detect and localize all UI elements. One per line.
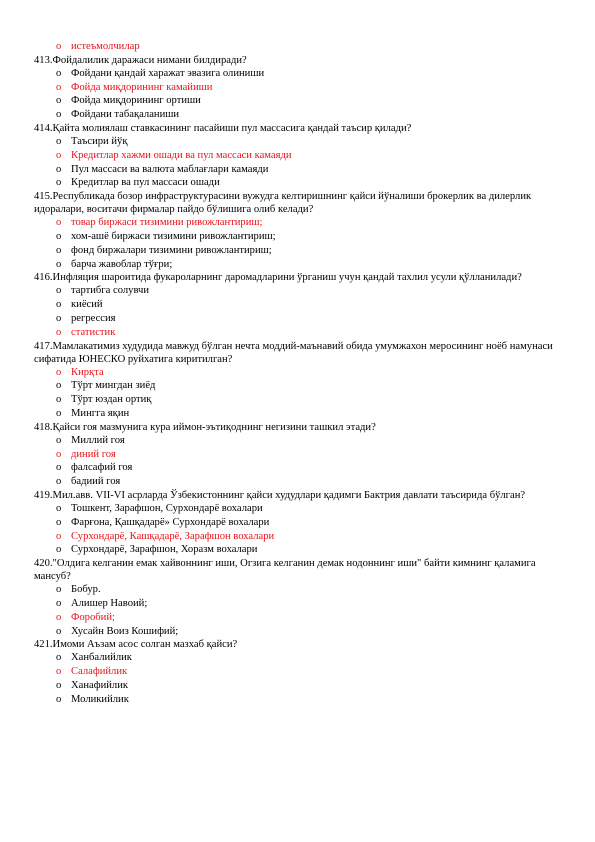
answer-option — [34, 163, 555, 177]
answer-option-correct — [34, 530, 555, 544]
answer-option-correct — [34, 149, 555, 163]
answer-option-correct — [34, 665, 555, 679]
bullet-icon: o — [56, 448, 62, 460]
question-text: 417.Мамлакатимиз худудида мавжуд бўлган нечта моддий-маънавий обида умумжахон меросининг ноёб намунаси сифатида ЮНЕСКО руйхатига киритилган? — [34, 340, 553, 365]
bullet-icon: o — [56, 679, 62, 691]
bullet-icon: o — [56, 244, 62, 256]
answer-option — [34, 176, 555, 190]
answer-option-text: фонд биржалари тизимини ривожлантириш; — [71, 244, 272, 256]
answer-option-text: барча жавоблар тўғри; — [71, 258, 173, 270]
bullet-icon: o — [56, 230, 62, 242]
bullet-icon: o — [56, 67, 62, 79]
bullet-icon: o — [56, 177, 62, 189]
bullet-icon: o — [56, 611, 62, 623]
bullet-icon: o — [56, 326, 62, 338]
bullet-icon: o — [56, 407, 62, 419]
answer-option — [34, 461, 555, 475]
answer-option — [34, 583, 555, 597]
question-text: 418.Қайси гоя мазмунига кура иймон-эътиқоднинг негизини ташкил этади? — [34, 421, 376, 433]
answer-option-text: статистик — [71, 326, 116, 338]
bullet-icon: o — [56, 285, 62, 297]
answer-option-text: товар биржаси тизимини ривожлантириш; — [71, 217, 263, 229]
bullet-icon: o — [56, 149, 62, 161]
answer-option — [34, 67, 555, 81]
answer-option-text: Форобий; — [71, 611, 115, 623]
bullet-icon: o — [56, 693, 62, 705]
answer-option-text: тартибга солувчи — [71, 285, 150, 297]
question-text: 415.Республикада бозор инфраструктурасини вужудга келтиришнинг қайси йўналиши брокерлик ва дилерлик идоралари, воситачи фирмалар пайдо бўлишига олиб келади? — [34, 191, 532, 216]
bullet-icon: o — [56, 81, 62, 93]
answer-option-text: Фойда миқдорининг ортиши — [71, 95, 201, 107]
answer-option — [34, 434, 555, 448]
answer-option — [34, 298, 555, 312]
bullet-icon: o — [56, 625, 62, 637]
answer-option-text: Ханафийлик — [71, 679, 129, 691]
answer-option-text: Фойда миқдорининг камайиши — [71, 81, 213, 93]
bullet-icon: o — [56, 530, 62, 542]
bullet-icon: o — [56, 597, 62, 609]
question-text: 413.Фойдалилик даражаси нимани билдиради? — [34, 54, 247, 66]
answer-option-text: Моликийлик — [71, 693, 129, 705]
answer-option-correct — [34, 40, 555, 54]
answer-option-text: киёсий — [71, 299, 103, 311]
bullet-icon: o — [56, 516, 62, 528]
answer-option-text: Сурхондарё, Зарафшон, Хоразм вохалари — [71, 544, 258, 556]
question-text: 421.Имоми Аъзам асос солган мазхаб қайси? — [34, 639, 238, 651]
answer-option-text: диний гоя — [71, 448, 116, 460]
bullet-icon: o — [56, 312, 62, 324]
answer-option-text: истеъмолчилар — [71, 41, 140, 52]
answer-option-text: Фойдани табақаланиши — [71, 109, 180, 121]
answer-option — [34, 94, 555, 108]
answer-option-text: регрессия — [71, 312, 116, 324]
answer-option — [34, 597, 555, 611]
answer-option — [34, 679, 555, 693]
answer-option-text: Тошкент, Зарафшон, Сурхондарё вохалари — [71, 502, 263, 514]
answer-option — [34, 651, 555, 665]
answer-option-text: Фарғона, Қашқадарё» Сурхондарё вохалари — [71, 516, 270, 528]
bullet-icon: o — [56, 652, 62, 664]
bullet-icon: o — [56, 394, 62, 406]
answer-option — [34, 379, 555, 393]
answer-option — [34, 516, 555, 530]
bullet-icon: o — [56, 258, 62, 270]
answer-option — [34, 475, 555, 489]
answer-option-text: Миллий гоя — [71, 434, 125, 446]
answer-option-text: Тўрт мингдан зиёд — [71, 380, 156, 392]
answer-option-correct — [34, 366, 555, 380]
question-text: 414.Қайта молиялаш ставкасининг пасайиши пул массасига қандай таъсир қилади? — [34, 122, 412, 134]
answer-option-text: Бобур. — [71, 584, 101, 596]
answer-option — [34, 258, 555, 272]
answer-option — [34, 230, 555, 244]
bullet-icon: o — [56, 163, 62, 175]
answer-option-text: бадиий гоя — [71, 476, 121, 488]
bullet-icon: o — [56, 380, 62, 392]
answer-option — [34, 393, 555, 407]
bullet-icon: o — [56, 584, 62, 596]
answer-option — [34, 244, 555, 258]
answer-option-correct — [34, 326, 555, 340]
answer-option-text: Фойдани қандай харажат эвазига олиниши — [71, 67, 265, 79]
bullet-icon: o — [56, 502, 62, 514]
answer-option-text: Хусайн Воиз Кошифий; — [71, 625, 179, 637]
answer-option-text: фалсафий гоя — [71, 462, 133, 474]
answer-option-correct — [34, 611, 555, 625]
answer-option-text: Таъсири йўқ — [71, 135, 128, 147]
answer-option-text: хом-ашё биржаси тизимини ривожлантириш; — [71, 230, 276, 242]
bullet-icon: o — [56, 217, 62, 229]
question-text: 419.Мил.авв. VII-VI асрларда Ўзбекистоннинг қайси худудлари қадимги Бактрия давлати таъсирида бўлган? — [34, 489, 526, 501]
bullet-icon: o — [56, 41, 62, 52]
answer-option-correct — [34, 448, 555, 462]
bullet-icon: o — [56, 666, 62, 678]
answer-option — [34, 693, 555, 707]
bullet-icon: o — [56, 135, 62, 147]
answer-option — [34, 502, 555, 516]
bullet-icon: o — [56, 109, 62, 121]
answer-option-text: Кирқта — [71, 366, 104, 378]
answer-option — [34, 625, 555, 639]
answer-option — [34, 135, 555, 149]
answer-option — [34, 108, 555, 122]
answer-option-text: Кредитлар ва пул массаси ошади — [71, 177, 220, 189]
bullet-icon: o — [56, 462, 62, 474]
bullet-icon: o — [56, 366, 62, 378]
answer-option-correct — [34, 81, 555, 95]
bullet-icon: o — [56, 476, 62, 488]
answer-option-text: Кредитлар хажми ошади ва пул массаси камаяди — [71, 149, 292, 161]
answer-option-correct — [34, 216, 555, 230]
answer-option — [34, 284, 555, 298]
bullet-icon: o — [56, 299, 62, 311]
bullet-icon: o — [56, 544, 62, 556]
answer-option-text: Салафийлик — [71, 666, 128, 678]
bullet-icon: o — [56, 95, 62, 107]
answer-option-text: Мингга яқин — [71, 407, 130, 419]
answer-option — [34, 543, 555, 557]
answer-option-text: Пул массаси ва валюта маблағлари камаяди — [71, 163, 269, 175]
question-text: 420."Олдига келганин емак хайвоннинг иши, Огзига келганин демак нодоннинг иши" байти кимнинг қаламига мансуб? — [34, 558, 536, 583]
answer-option-text: Ханбалийлик — [71, 652, 132, 664]
answer-option — [34, 312, 555, 326]
question-text: 416.Инфляция шароитида фукароларнинг даромадларини ўрганиш учун қандай тахлил усули қўлланилади? — [34, 272, 522, 284]
answer-option — [34, 407, 555, 421]
bullet-icon: o — [56, 434, 62, 446]
answer-option-text: Алишер Навоий; — [71, 597, 148, 609]
answer-option-text: Тўрт юздан ортиқ — [71, 394, 152, 406]
answer-option-text: Сурхондарё, Кашқадарё, Зарафшон вохалари — [71, 530, 275, 542]
